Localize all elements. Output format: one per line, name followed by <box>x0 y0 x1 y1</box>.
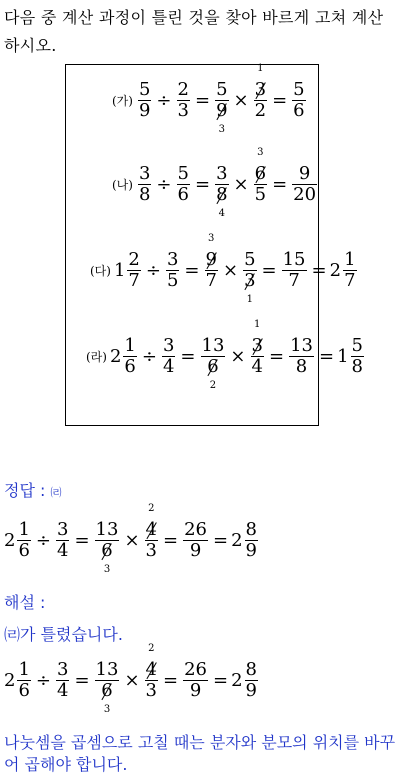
answer-line <box>4 478 61 501</box>
option-na-equation: (나) 3 8 ÷ 5 6 = 3 8 4 × 3 6 5 = 9 20 <box>112 147 317 219</box>
explanation-wrong-text: ㈃가 틀렸습니다. <box>4 625 123 644</box>
option-label: (가) <box>112 94 133 108</box>
explanation-equation: 2 1 6 ÷ 3 4 = 13 6 3 × 2 4 3 = 26 9 = 2 8 9 <box>4 643 257 715</box>
option-ga-equation: (가) 5 9 ÷ 2 3 = 5 9 3 × 1 3 2 = 5 6 <box>112 63 305 135</box>
answer-value: ㈃ <box>50 486 62 499</box>
option-label: (라) <box>86 350 107 364</box>
option-label: (다) <box>90 264 111 278</box>
answer-prefix: 정답 : <box>4 481 46 500</box>
option-label: (나) <box>112 178 133 192</box>
explanation-note: 나눗셈을 곱셈으로 고칠 때는 분자와 분모의 위치를 바꾸어 곱해야 합니다. <box>4 733 396 774</box>
explanation-heading: 해설 : <box>4 593 46 612</box>
question-text: 다음 중 계산 과정이 틀린 것을 찾아 바르게 고쳐 계산하시오. <box>4 8 384 55</box>
option-da-equation: (다) 1 2 7 ÷ 3 5 = 3 9 7 × 5 3 1 = 15 7 = 2 1 7 <box>90 233 356 305</box>
option-ra-equation: (라) 2 1 6 ÷ 3 4 = 13 6 2 × 1 3 4 = 13 8 = 1 5 8 <box>86 319 363 391</box>
answer-equation: 2 1 6 ÷ 3 4 = 13 6 3 × 2 4 3 = 26 9 = 2 8 9 <box>4 503 257 575</box>
